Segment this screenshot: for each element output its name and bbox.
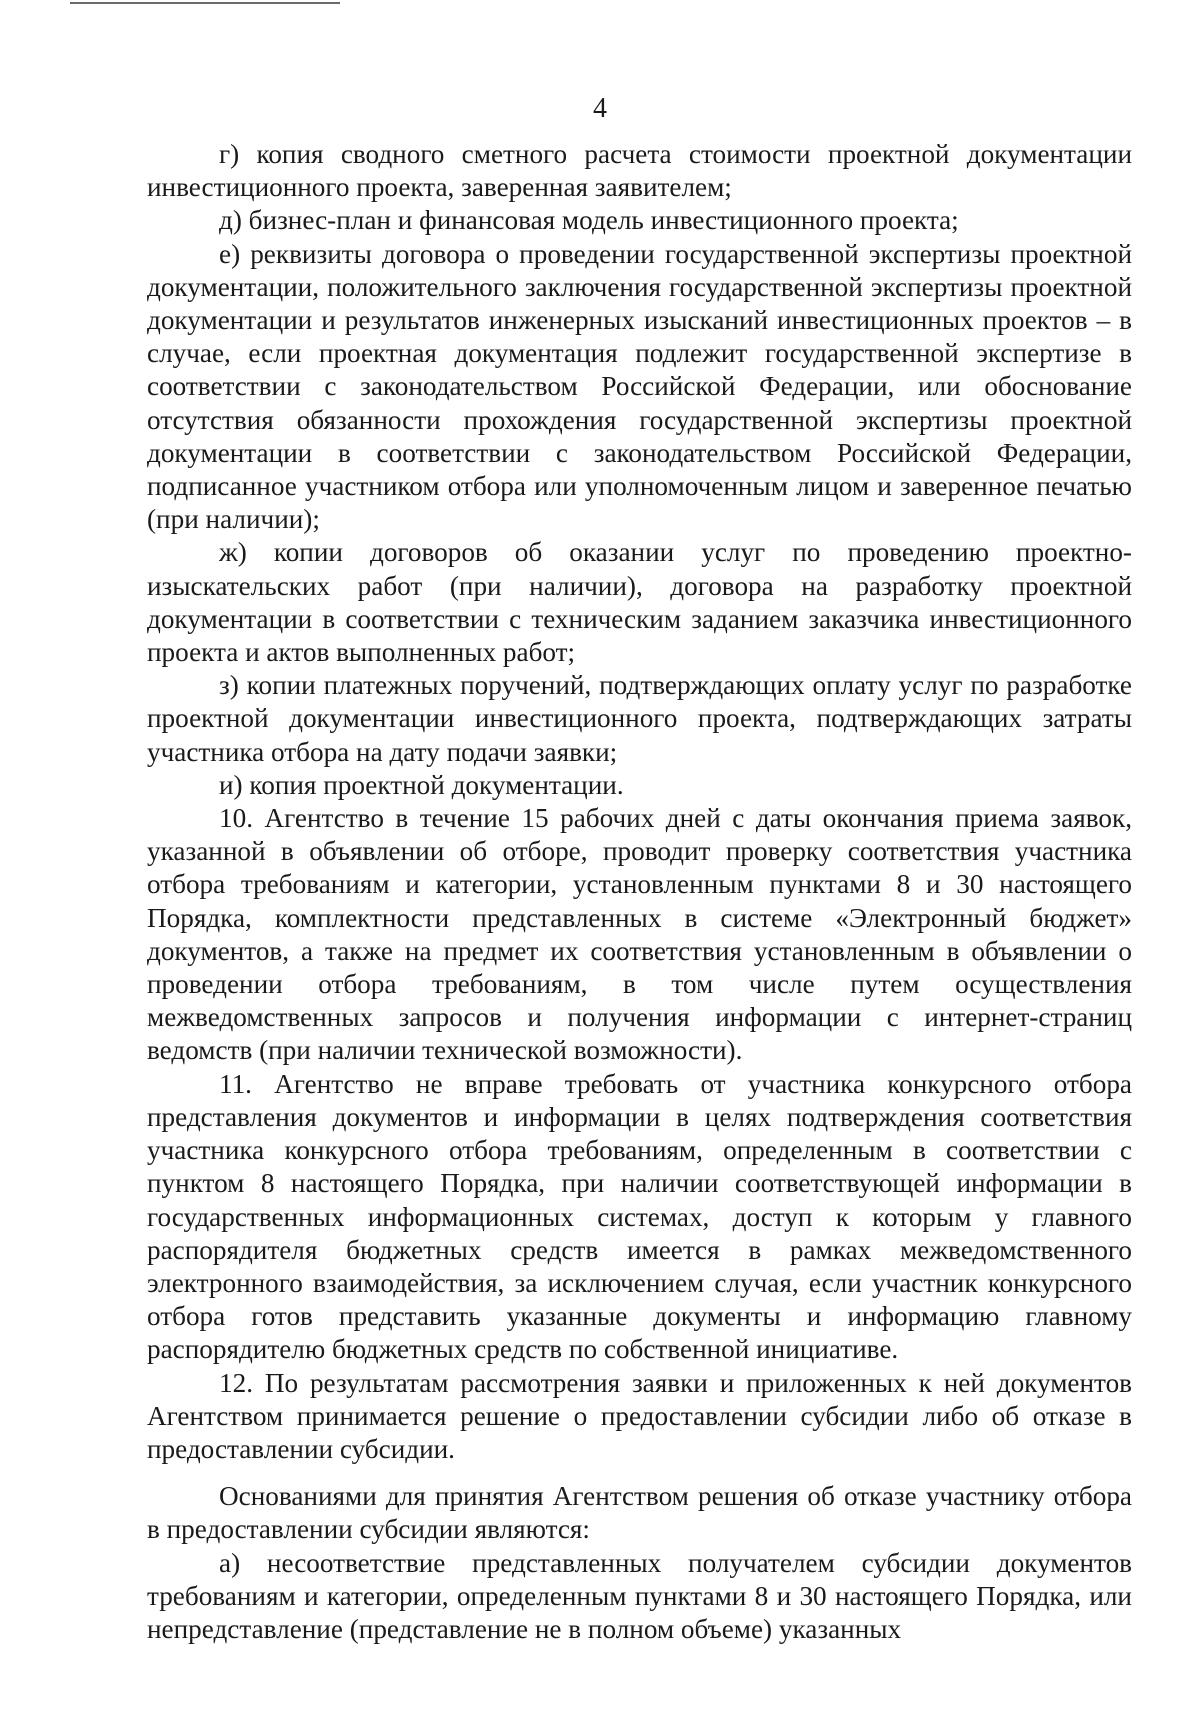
scan-edge-mark	[70, 2, 340, 4]
document-body	[147, 138, 1132, 1646]
paragraph-clause-12: 12. По результатам рассмотрения заявки и приложенных к ней документов Агентством принимается решение о предоставлении субсидии либо об отказе в предоставлении субсидии.	[147, 1367, 1132, 1464]
page-number: 4	[593, 93, 607, 124]
paragraph-refusal-grounds: Основаниями для принятия Агентством решения об отказе участнику отбора в предоставлении субсидии являются:	[147, 1481, 1132, 1545]
paragraph-item-zh: ж) копии договоров об оказании услуг по проведению проектно-изыскательских работ (при наличии), договора на разработку проектной документации в соответствии с техническим заданием заказчика инвестиционного проекта и актов выполненных работ;	[147, 537, 1132, 668]
paragraph-clause-10: 10. Агентство в течение 15 рабочих дней с даты окончания приема заявок, указанной в объявлении об отборе, проводит проверку соответствия участника отбора требованиям и категории, установленным пунктами 8 и 30 настоящего Порядка, комплектности представленных в системе «Электронный бюджет» документов, а также на предмет их соответствия установленным в объявлении о проведении отбора требованиям, в том числе путем осуществления межведомственных запросов и получения информации с интернет-страниц ведомств (при наличии технической возможности).	[147, 803, 1132, 1066]
paragraph-item-i: и) копия проектной документации.	[219, 769, 624, 800]
paragraph-item-g: г) копия сводного сметного расчета стоимости проектной документации инвестиционного проекта, заверенная заявителем;	[147, 139, 1132, 203]
paragraph-item-d: д) бизнес-план и финансовая модель инвестиционного проекта;	[219, 205, 959, 236]
paragraph-clause-11: 11. Агентство не вправе требовать от участника конкурсного отбора представления документов и информации в целях подтверждения соответствия участника конкурсного отбора требованиям, определенным в соответствии с пунктом 8 настоящего Порядка, при наличии соответствующей информации в государственных информационных системах, доступ к которым у главного распорядителя бюджетных средств имеется в рамках межведомственного электронного взаимодействия, за исключением случая, если участник конкурсного отбора готов представить указанные документы и информацию главному распорядителю бюджетных средств по собственной инициативе.	[147, 1068, 1132, 1365]
paragraph-item-a: а) несоответствие представленных получателем субсидии документов требованиям и категории, определенным пунктами 8 и 30 настоящего Порядка, или непредставление (представление не в полном объеме) указанных	[147, 1547, 1132, 1644]
paragraph-item-e: е) реквизиты договора о проведении государственной экспертизы проектной документации, положительного заключения государственной экспертизы проектной документации и результатов инженерных изысканий инвестиционных проектов – в случае, если проектная документация подлежит государственной экспертизе в соответствии с законодательством Российской Федерации, или обоснование отсутствия обязанности прохождения государственной экспертизы проектной документации в соответствии с законодательством Российской Федерации, подписанное участником отбора или уполномоченным лицом и заверенное печатью (при наличии);	[147, 238, 1132, 535]
paragraph-item-z: з) копии платежных поручений, подтверждающих оплату услуг по разработке проектной документации инвестиционного проекта, подтверждающих затраты участника отбора на дату подачи заявки;	[147, 670, 1132, 767]
